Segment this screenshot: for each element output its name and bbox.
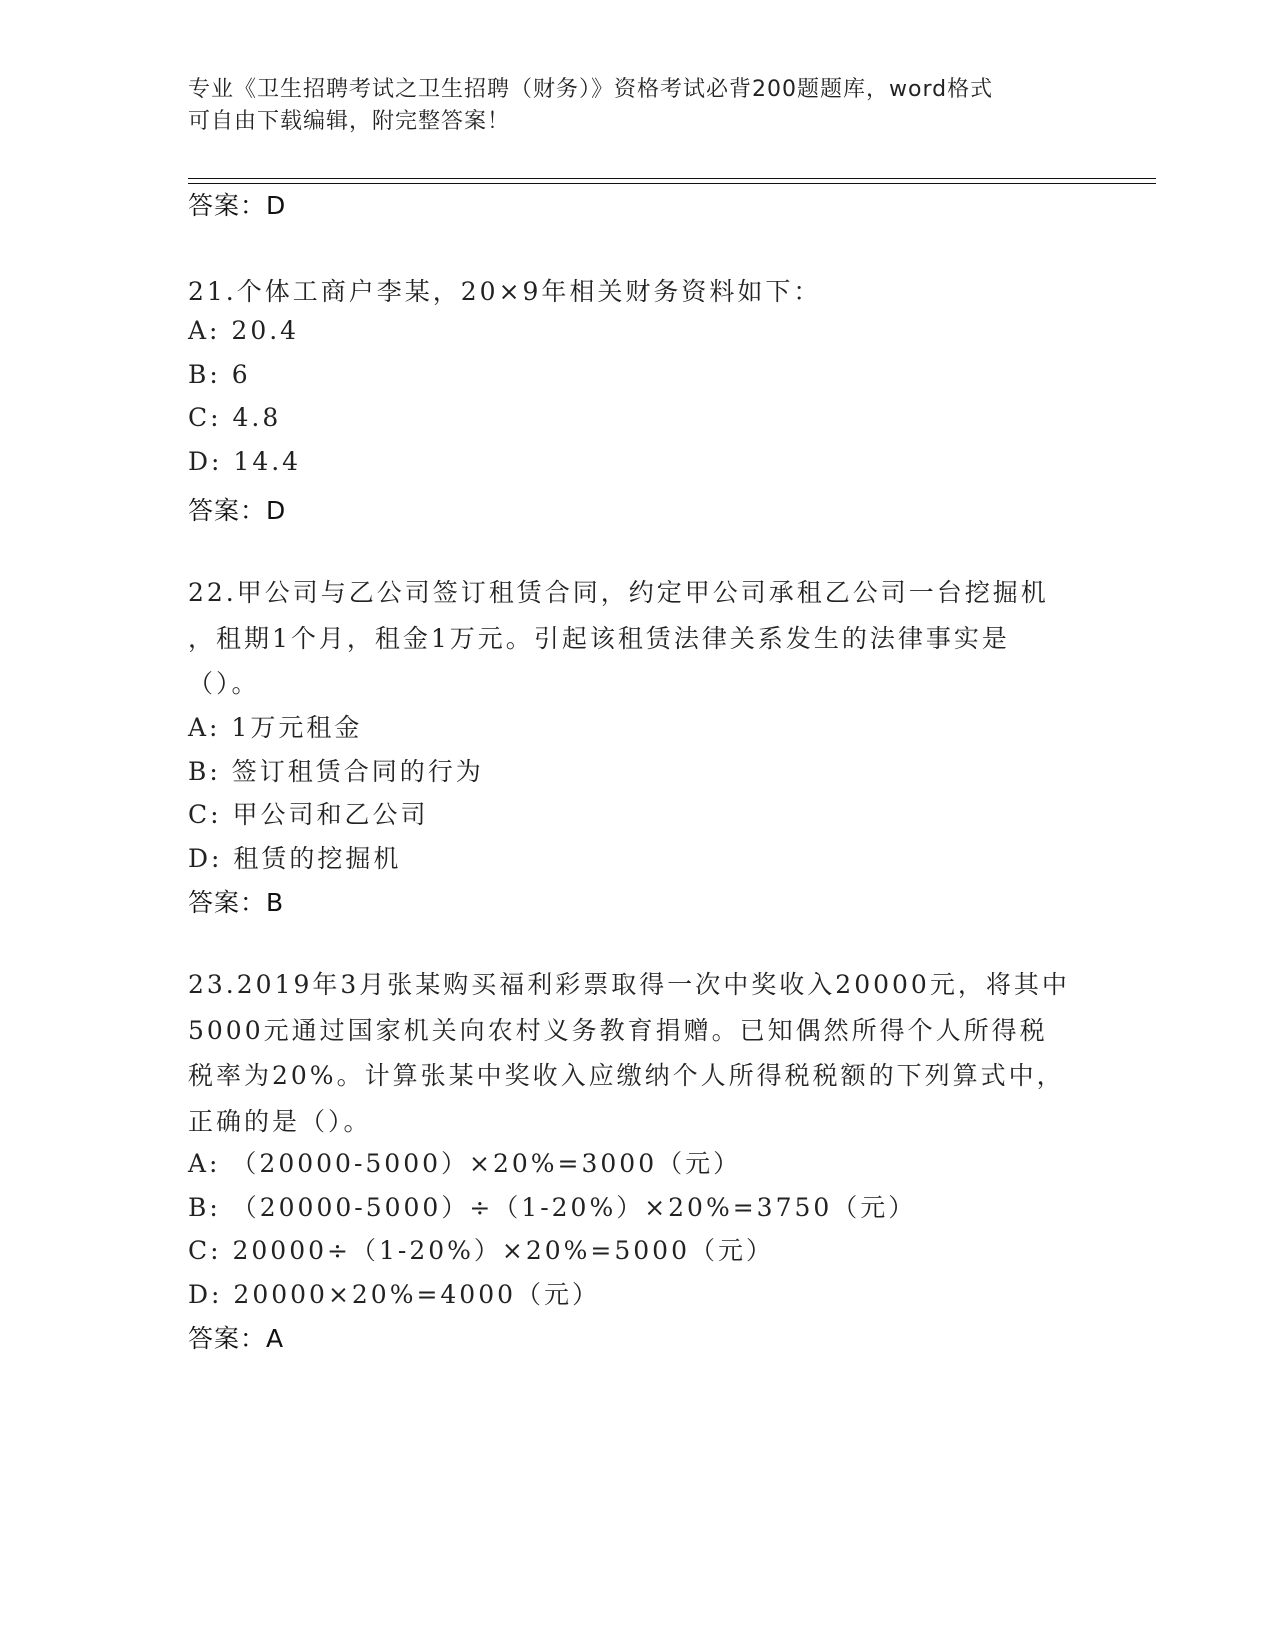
question-23-stem-line-2: 5000元通过国家机关向农村义务教育捐赠。已知偶然所得个人所得税 <box>188 1015 1048 1045</box>
question-22-option-d: D: 租赁的挖掘机 <box>188 844 402 873</box>
question-23-option-b: B: （20000-5000）÷（1-20%）×20%=3750（元） <box>188 1193 917 1222</box>
question-21-stem: 21.个体工商户李某，20×9年相关财务资料如下： <box>188 277 822 306</box>
question-22-stem-line-1: 22.甲公司与乙公司签订租赁合同，约定甲公司承租乙公司一台挖掘机 <box>188 578 1049 607</box>
question-22-stem <box>188 570 1088 707</box>
question-21-option-b: B: 6 <box>188 360 251 389</box>
question-23-answer: 答案：A <box>188 1324 285 1353</box>
question-22-stem-line-3: （）。 <box>188 669 260 698</box>
question-22-option-a: A: 1万元租金 <box>188 713 363 742</box>
header-line-1: 专业《卫生招聘考试之卫生招聘（财务）》资格考试必背200题题库，word格式 <box>188 77 994 102</box>
question-23-option-d: D: 20000×20%=4000（元） <box>188 1280 601 1309</box>
question-21-option-d: D: 14.4 <box>188 447 302 476</box>
question-21-option-c: C: 4.8 <box>188 403 282 432</box>
question-22-answer: 答案：B <box>188 888 285 917</box>
question-22-option-c: C: 甲公司和乙公司 <box>188 800 429 829</box>
question-23-stem-line-1: 23.2019年3月张某购买福利彩票取得一次中奖收入20000元，将其中 <box>188 970 1070 999</box>
question-22-option-b: B: 签订租赁合同的行为 <box>188 757 484 786</box>
question-23-stem-line-3: 税率为20%。计算张某中奖收入应缴纳个人所得税税额的下列算式中， <box>188 1061 1065 1090</box>
question-23-option-c: C: 20000÷（1-20%）×20%=5000（元） <box>188 1236 774 1265</box>
previous-answer: 答案：D <box>188 191 287 220</box>
question-21-answer: 答案：D <box>188 496 287 525</box>
question-21-option-a: A: 20.4 <box>188 316 300 345</box>
header-divider-top <box>188 178 1156 179</box>
header-line-2: 可自由下载编辑，附完整答案！ <box>188 109 511 134</box>
question-23-stem-line-4: 正确的是（）。 <box>188 1106 372 1136</box>
question-23-option-a: A: （20000-5000）×20%=3000（元） <box>188 1149 742 1178</box>
question-23-stem <box>188 962 1088 1144</box>
header-divider-bottom <box>188 183 1156 184</box>
question-22-stem-line-2: ，租期1个月，租金1万元。引起该租赁法律关系发生的法律事实是 <box>188 623 1010 653</box>
document-header <box>188 74 1088 138</box>
